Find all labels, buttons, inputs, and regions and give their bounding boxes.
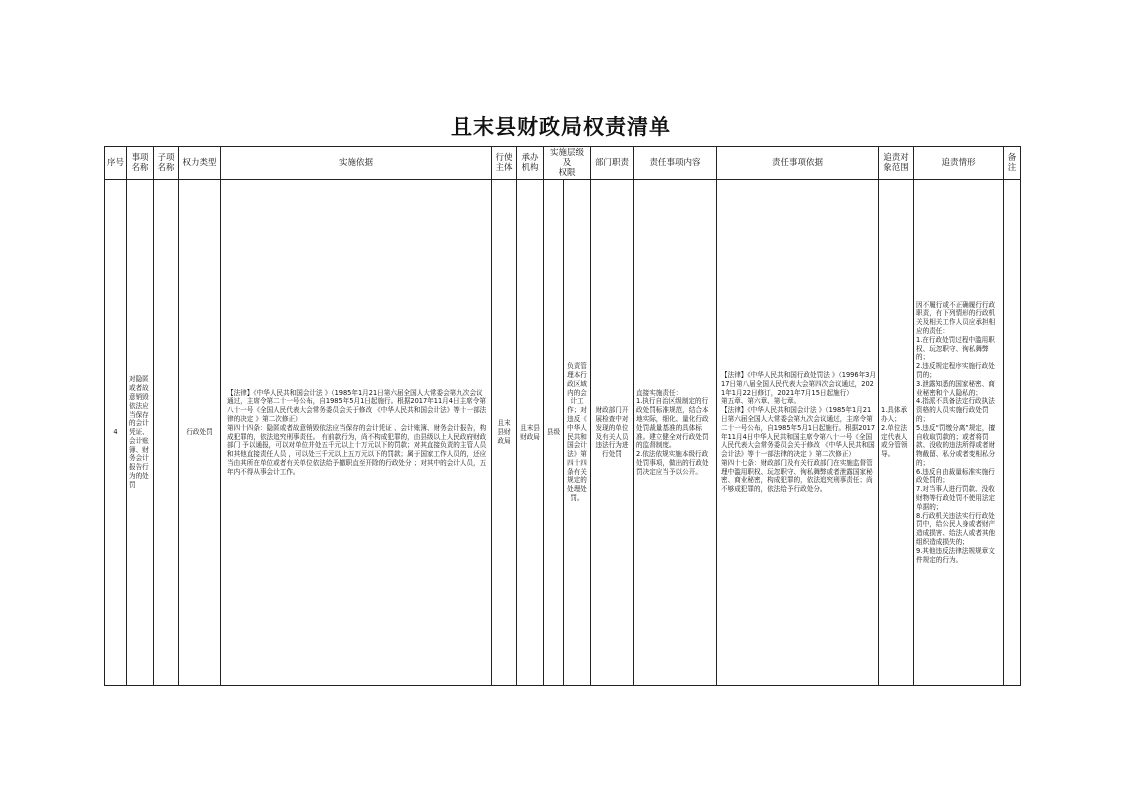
cell-resp-content: 直接实施责任： 1.执行自治区级制定的行政处罚标准规范，结合本地实际，细化、量化行政处罚裁量基准的具体标准。建立健全对行政处罚的监督制度。 2.依法依规实施本级行政处罚事项，做出的行政处罚决定应当予以公开。 <box>634 180 717 686</box>
cell-duty: 财政部门开 展检查中对 发现的单位 及有关人员 违法行为进 行处罚 <box>591 180 634 686</box>
header-power-type: 权力类型 <box>179 147 221 180</box>
header-subject: 行使 主体 <box>492 147 517 180</box>
power-responsibility-table <box>104 146 1021 686</box>
header-item-name: 事项 名称 <box>127 147 154 180</box>
header-scope: 追责对 象范围 <box>879 147 914 180</box>
cell-seq: 4 <box>105 180 127 686</box>
cell-scope: 1.具体承 办人； 2.单位法 定代表人 或分管领 导。 <box>879 180 914 686</box>
cell-item-name: 对隐匿 或者故 意销毁 依法应 当保存 的会计 凭证、 会计账 簿、财 务会计 报告行 为的处 罚 <box>127 180 154 686</box>
table-row <box>105 180 1021 686</box>
cell-subject: 且末 县财 政局 <box>492 180 517 686</box>
header-resp-basis: 责任事项依据 <box>717 147 879 180</box>
cell-note <box>1004 180 1021 686</box>
header-situations: 追责情形 <box>914 147 1004 180</box>
cell-level: 县级 <box>544 180 564 686</box>
header-level-authority: 实施层级及 权限 <box>544 147 591 180</box>
document-title: 且末县财政局权责清单 <box>451 114 671 139</box>
header-row <box>105 147 1021 180</box>
header-duty: 部门职责 <box>591 147 634 180</box>
header-agency: 承办 机构 <box>517 147 544 180</box>
cell-power-type: 行政处罚 <box>179 180 221 686</box>
cell-basis: 【法律】《中华人民共和国会计法 》（1985年1月21日第六届全国人大常委会第九次会议通过，主席令第二十一号公布，自1985年5月1日起施行。根据2017年11月4日主席令第八十一号《全国人民代表大会常务委员会关于修改 《中华人民共和国会计法》等十一部法律的决定 》第二次修正） 第四十四条：隐匿或者故意销毁依法应当保存的会计凭证 、会计账簿、财务会计报告，构成犯罪的，依法追究刑事责任。 有前款行为，尚不构成犯罪的，由县级以上人民政府财政部门 予以通报，可以对单位并处五千元以上十万元以下的罚款；对其直接负责的主管人员和其他直接责任人员 ，可以处三千元以上五万元以下的罚款；属于国家工作人员的，还应当由其所在单位或者有关单位依法给予撤职直至开除的行政处分 ；对其中的会计人员，五年内不得从事会计工作。 <box>221 180 492 686</box>
cell-agency: 且末县 财政局 <box>517 180 544 686</box>
header-basis: 实施依据 <box>221 147 492 180</box>
cell-sub-item <box>154 180 179 686</box>
cell-resp-basis: 【法律】《中华人民共和国行政处罚法 》（1996年3月17日第八届全国人民代表大会第四次会议通过，2021年1月22日修订，2021年7月15日起施行） 第五章、第六章、第七章。 【法律】《中华人民共和国会计法 》（1985年1月21日第六届全国人大常委会第九次会议通过，主席令第二十一号公布，自1985年5月1日起施行。根据2017年11月4日中华人民共和国主席令第八十一号《全国人民代表大会常务委员会关于修改 《中华人民共和国会计法》等十一部法律的决定 》第二次修正） 第四十七条：财政部门及有关行政部门在实施监督管理中滥用职权、玩忽职守、徇私舞弊或者泄露国家秘密、商业秘密，构成犯罪的，依法追究刑事责任；尚不够成犯罪的，依法给予行政处分。 <box>717 180 879 686</box>
header-note: 备 注 <box>1004 147 1021 180</box>
header-sub-item: 子项 名称 <box>154 147 179 180</box>
cell-authority: 负责管 理本行 政区域 内的会 计工 作；对 违反《 中华人 民共和 国会计 法》第 四十四 条有关 规定的 处理处 罚。 <box>564 180 591 686</box>
header-seq: 序号 <box>105 147 127 180</box>
header-resp-content: 责任事项内容 <box>634 147 717 180</box>
cell-situations: 因不履行或不正确履行行政职责，有下列情形的行政机关及相关工作人员应承担相应的责任： 1.在行政处罚过程中滥用职权、玩忽职守、徇私舞弊的； 2.违反规定程序实施行政处罚的； 3.泄露知悉的国家秘密、商业秘密和个人隐私的； 4.指派不具备法定行政执法资格的人员实施行政处罚的； 5.违反“罚缴分离”规定，擅自收取罚款的；或者将罚款、没收的违法所得或者财物截留、私分或者变相私分的； 6.违反自由裁量标准实施行政处罚的； 7.对当事人进行罚款、没收财物等行政处罚不使用法定单据的； 8.行政机关违法实行行政处罚中，给公民人身或者财产造成损害、给法人或者其他组织造成损失的； 9.其他违反法律法规规章文件规定的行为。 <box>914 180 1004 686</box>
